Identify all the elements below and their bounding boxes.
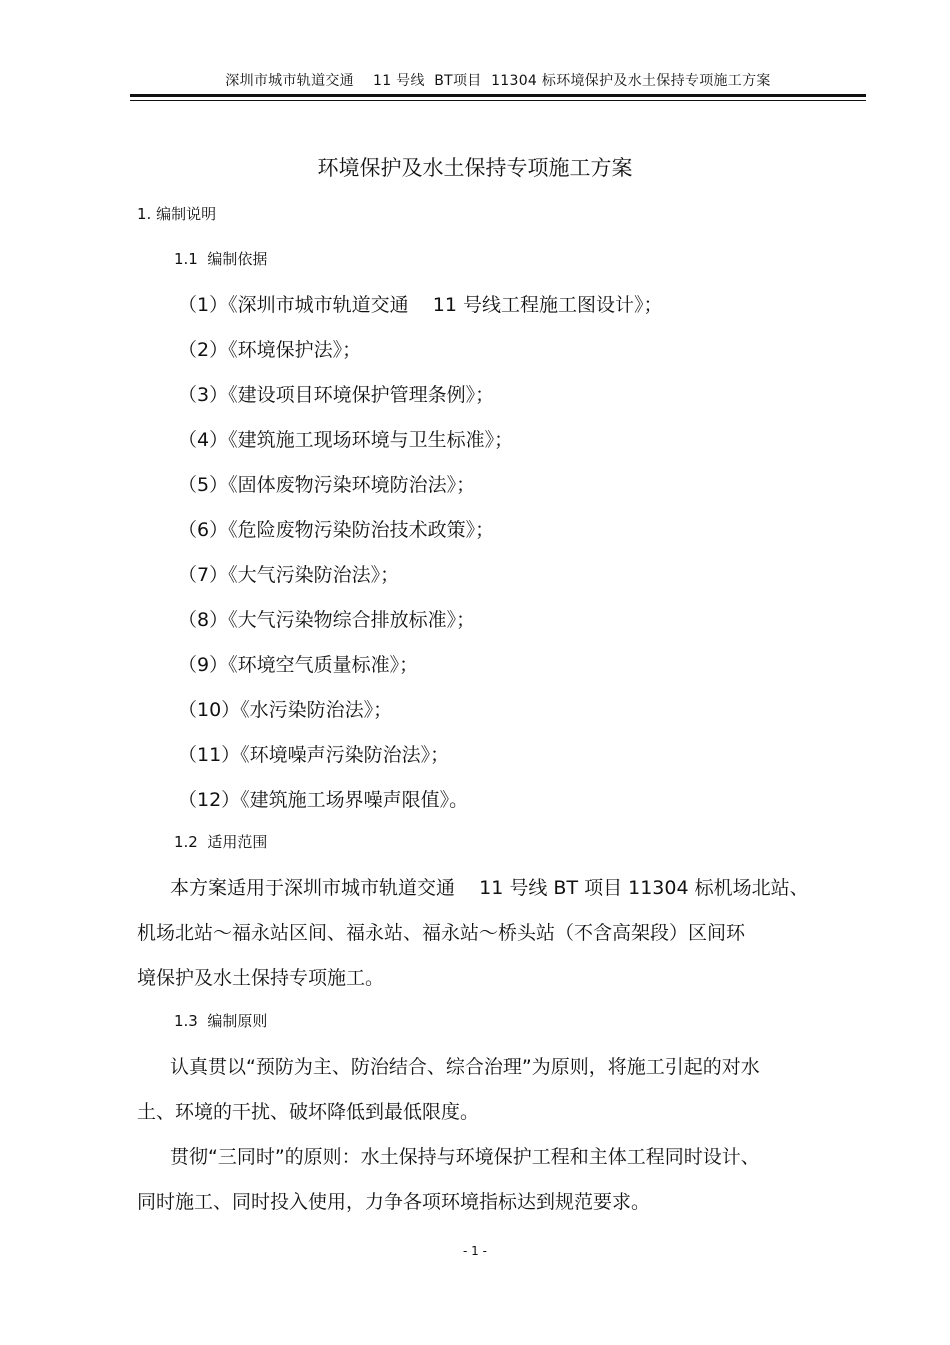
principle-paragraph-line: 贯彻“三同时”的原则：水土保持与环境保护工程和主体工程同时设计、 <box>170 1146 760 1168</box>
scope-paragraph-line: 境保护及水土保持专项施工。 <box>137 967 385 989</box>
reference-item: （1）《深圳市城市轨道交通 11 号线工程施工图设计》； <box>178 294 663 316</box>
reference-item: （7）《大气污染防治法》； <box>178 564 400 586</box>
principle-paragraph-line: 认真贯以“预防为主、防治结合、综合治理”为原则，将施工引起的对水 <box>170 1056 760 1078</box>
reference-item: （9）《环境空气质量标准》； <box>178 654 419 676</box>
reference-item: （2）《环境保护法》； <box>178 339 362 361</box>
reference-item: （12）《建筑施工场界噪声限值》。 <box>178 789 469 811</box>
section-heading-1-1: 1.1 编制依据 <box>174 250 268 268</box>
principle-paragraph-line: 同时施工、同时投入使用，力争各项环境指标达到规范要求。 <box>137 1191 651 1213</box>
section-heading-1-3: 1.3 编制原则 <box>174 1012 268 1030</box>
reference-item: （11）《环境噪声污染防治法》； <box>178 744 450 766</box>
reference-item: （6）《危险废物污染防治技术政策》； <box>178 519 495 541</box>
reference-item: （4）《建筑施工现场环境与卫生标准》； <box>178 429 514 451</box>
section-heading-1-2: 1.2 适用范围 <box>174 833 268 851</box>
document-title: 环境保护及水土保持专项施工方案 <box>317 156 633 180</box>
reference-item: （8）《大气污染物综合排放标准》； <box>178 609 476 631</box>
header-rule <box>130 94 866 97</box>
section-heading-1: 1. 编制说明 <box>137 205 217 223</box>
scope-paragraph-line: 机场北站～福永站区间、福永站、福永站～桥头站（不含高架段）区间环 <box>137 922 746 944</box>
reference-item: （5）《固体废物污染环境防治法》； <box>178 474 476 496</box>
page-number: - 1 - <box>463 1244 487 1258</box>
principle-paragraph-line: 土、环境的干扰、破坏降低到最低限度。 <box>137 1101 480 1123</box>
header-rule-thin <box>130 100 866 101</box>
scope-paragraph-line: 本方案适用于深圳市城市轨道交通 11 号线 BT 项目 11304 标机场北站、 <box>170 877 809 899</box>
page-header-text: 深圳市城市轨道交通 11 号线 BT项目 11304 标环境保护及水土保持专项施工方案 <box>225 73 771 89</box>
reference-item: （10）《水污染防治法》； <box>178 699 393 721</box>
reference-item: （3）《建设项目环境保护管理条例》； <box>178 384 495 406</box>
